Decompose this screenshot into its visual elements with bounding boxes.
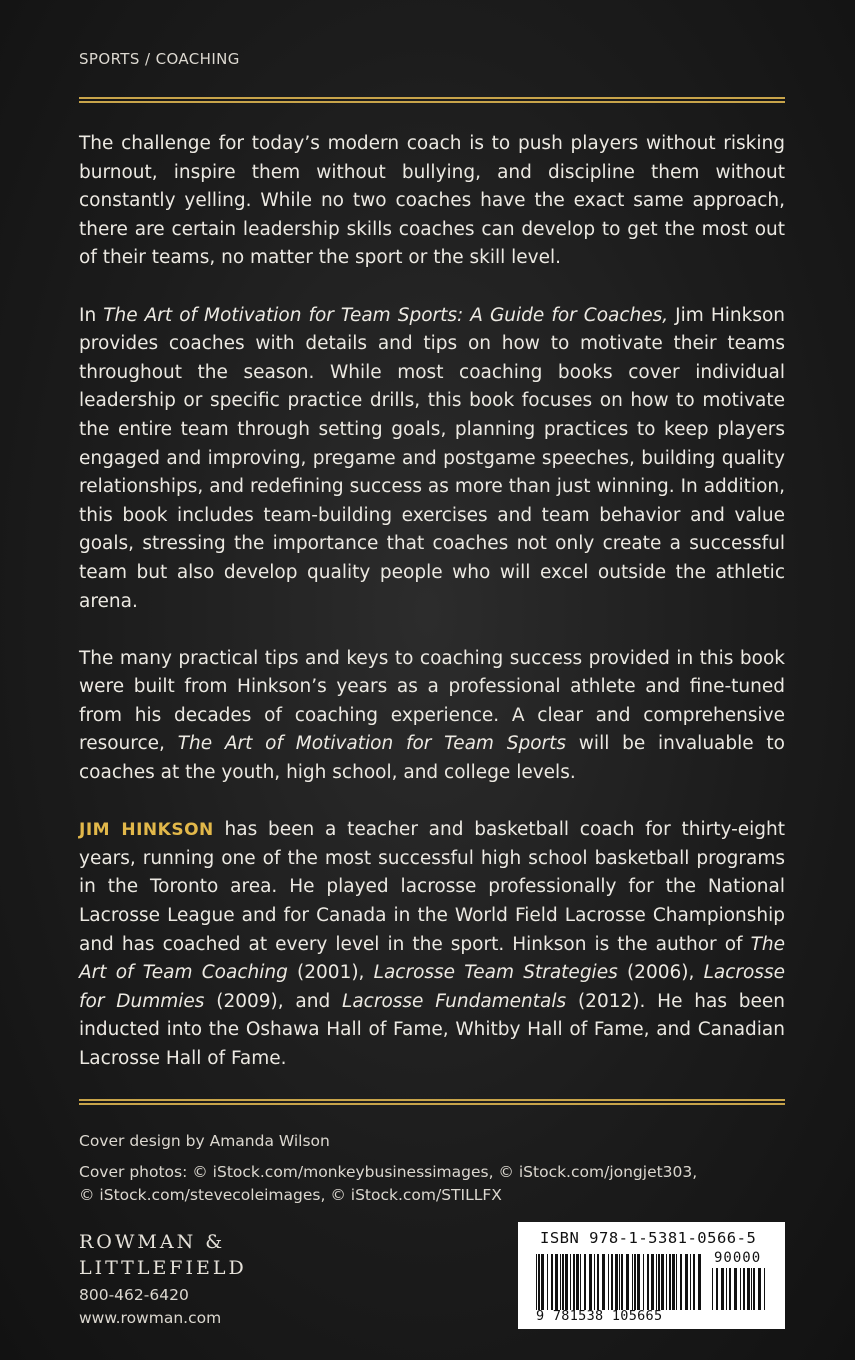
- barcode-stripe: [726, 1268, 727, 1310]
- barcode-stripe: [589, 1254, 592, 1310]
- cover-photos-credit-line2: © iStock.com/stevecoleimages, © iStock.com/STILLFX: [79, 1186, 502, 1204]
- barcode-stripe: [747, 1268, 750, 1310]
- barcode-stripe: [740, 1268, 741, 1310]
- publisher-logo-line2: LITTLEFIELD: [79, 1257, 247, 1279]
- barcode-stripe: [634, 1254, 636, 1310]
- barcode-stripe: [669, 1254, 671, 1310]
- publisher-phone: 800-462-6420: [79, 1286, 189, 1304]
- isbn-barcode: [518, 1222, 785, 1329]
- barcode-stripe: [753, 1268, 755, 1310]
- barcode-stripe: [751, 1268, 752, 1310]
- barcode-stripe: [541, 1254, 544, 1310]
- gold-divider-line: [79, 1099, 785, 1101]
- bio-book-title: Lacrosse for Dummies: [79, 962, 785, 1012]
- author-bio: [79, 816, 785, 1073]
- barcode-stripe: [758, 1268, 761, 1310]
- barcode-stripe: [621, 1254, 623, 1310]
- barcode-stripe: [570, 1254, 571, 1310]
- barcode-stripe: [594, 1254, 595, 1310]
- cover-photos-credit-line1: Cover photos: © iStock.com/monkeybusinessimages, © iStock.com/jongjet303,: [79, 1163, 698, 1181]
- barcode-stripe: [680, 1254, 682, 1310]
- barcode-stripe: [656, 1254, 657, 1310]
- barcode-stripe: [555, 1254, 558, 1310]
- barcode-stripe: [661, 1254, 664, 1310]
- publisher-contact: [79, 1284, 221, 1330]
- gold-divider-line: [79, 1103, 785, 1105]
- barcode-stripe: [716, 1268, 718, 1310]
- barcode-stripe: [632, 1254, 633, 1310]
- bio-text: (2006),: [617, 962, 704, 984]
- barcode-stripe: [573, 1254, 575, 1310]
- bio-text: has been a teacher and basketball coach for thirty-eight years, running one of the most successful high school basketball programs in the Toronto area. He played lacrosse professionally for the National Lacrosse League and for Canada in the World Field Lacrosse Championship and has coached at every level in the sport. Hinkson is the author of: [79, 819, 785, 955]
- gold-divider-line: [79, 97, 785, 99]
- resource-text: will be invaluable to coaches at the youth, high school, and college levels.: [79, 733, 785, 784]
- barcode-bars: [536, 1254, 704, 1310]
- barcode-stripe: [666, 1254, 667, 1310]
- barcode-stripe: [658, 1254, 660, 1310]
- barcode-stripe: [712, 1268, 713, 1310]
- barcode-stripe: [538, 1254, 540, 1310]
- barcode-stripe: [734, 1268, 737, 1310]
- barcode-stripe: [685, 1254, 688, 1310]
- publisher-logo: [79, 1229, 247, 1281]
- barcode-stripe: [619, 1254, 620, 1310]
- barcode-stripe: [547, 1254, 548, 1310]
- barcode-stripe: [729, 1268, 731, 1310]
- gold-divider-line: [79, 101, 785, 103]
- bio-text: (2001),: [287, 962, 374, 984]
- summary-lead-text: In: [79, 304, 104, 326]
- book-title-short: The Art of Motivation for Team Sports: [177, 733, 567, 755]
- summary-text: Jim Hinkson provides coaches with details and tips on how to motivate their teams throughout the season. While most coaching books cover individual leadership or specific practice drills, this book focuses on how to motivate the entire team through setting goals, planning practices to keep players engaged and improving, pregame and postgame speeches, building quality relationships, and redefining success as more than just winning. In addition, this book includes team-building exercises and team behavior and value goals, stressing the importance that coaches not only create a successful team but also develop quality people who will excel outside the athletic arena.: [79, 304, 785, 612]
- barcode-stripe: [584, 1254, 586, 1310]
- bio-book-title: Lacrosse Fundamentals: [342, 990, 567, 1012]
- barcode-stripe: [676, 1254, 677, 1310]
- paragraph-intro: The challenge for today’s modern coach is to push players without risking burnout, inspire them without bullying, and discipline them without constantly yelling. While no two coaches have the exact same approach, there are certain leadership skills coaches can develop to get the most out of their teams, no matter the sport or the skill level.: [79, 133, 785, 269]
- barcode-stripe: [608, 1254, 609, 1310]
- barcode-stripe: [637, 1254, 640, 1310]
- paragraph-resource: [79, 645, 785, 788]
- barcode-stripe: [611, 1254, 613, 1310]
- barcode-stripe: [565, 1254, 568, 1310]
- barcode-stripe: [651, 1254, 654, 1310]
- barcode-stripe: [536, 1254, 537, 1310]
- barcode-stripe: [647, 1254, 649, 1310]
- barcode-digits: 9 781538 105665: [536, 1308, 663, 1324]
- barcode-stripe: [562, 1254, 564, 1310]
- resource-lead-text: The many practical tips and keys to coaching success provided in this book were built from Hinkson’s years as a professional athlete and fine-tuned from his decades of coaching experience. A clear and comprehensive resource,: [79, 647, 785, 755]
- price-code: 90000: [714, 1250, 762, 1266]
- category-label: SPORTS / COACHING: [79, 50, 240, 68]
- description: [79, 130, 785, 1102]
- barcode-stripe: [690, 1254, 691, 1310]
- barcode-stripe: [693, 1254, 695, 1310]
- publisher-logo-line1: ROWMAN &: [79, 1231, 226, 1253]
- barcode-stripe: [626, 1254, 629, 1310]
- gold-divider-bottom: [79, 1099, 785, 1106]
- barcode-stripe: [721, 1268, 724, 1310]
- book-title: The Art of Motivation for Team Sports: A Guide for Coaches,: [103, 304, 669, 326]
- barcode-stripe: [643, 1254, 644, 1310]
- barcode-stripe: [615, 1254, 618, 1310]
- bio-text: (2009), and: [204, 990, 343, 1012]
- bio-text: (2012). He has been inducted into the Oshawa Hall of Fame, Whitby Hall of Fame, and Canadian Lacrosse Hall of Fame.: [79, 990, 785, 1069]
- barcode-stripe: [576, 1254, 579, 1310]
- bio-book-title: The Art of Team Coaching: [79, 933, 785, 984]
- barcode-stripe: [764, 1268, 765, 1310]
- publisher-website: www.rowman.com: [79, 1309, 222, 1327]
- bio-book-title: Lacrosse Team Strategies: [373, 962, 618, 984]
- cover-design-credit: Cover design by Amanda Wilson: [79, 1132, 330, 1150]
- barcode-stripe: [672, 1254, 675, 1310]
- isbn-label: ISBN 978-1-5381-0566-5: [540, 1229, 757, 1247]
- barcode-stripe: [743, 1268, 745, 1310]
- gold-divider-top: [79, 97, 785, 104]
- barcode-stripe: [602, 1254, 605, 1310]
- barcode-stripe: [560, 1254, 561, 1310]
- paragraph-book-summary: [79, 302, 785, 617]
- price-barcode-bars: [712, 1268, 767, 1310]
- barcode-stripe: [580, 1254, 581, 1310]
- barcode-stripe: [597, 1254, 599, 1310]
- author-name: JIM HINKSON: [79, 820, 214, 841]
- barcode-stripe: [551, 1254, 553, 1310]
- barcode-stripe: [698, 1254, 701, 1310]
- credits: [79, 1130, 785, 1207]
